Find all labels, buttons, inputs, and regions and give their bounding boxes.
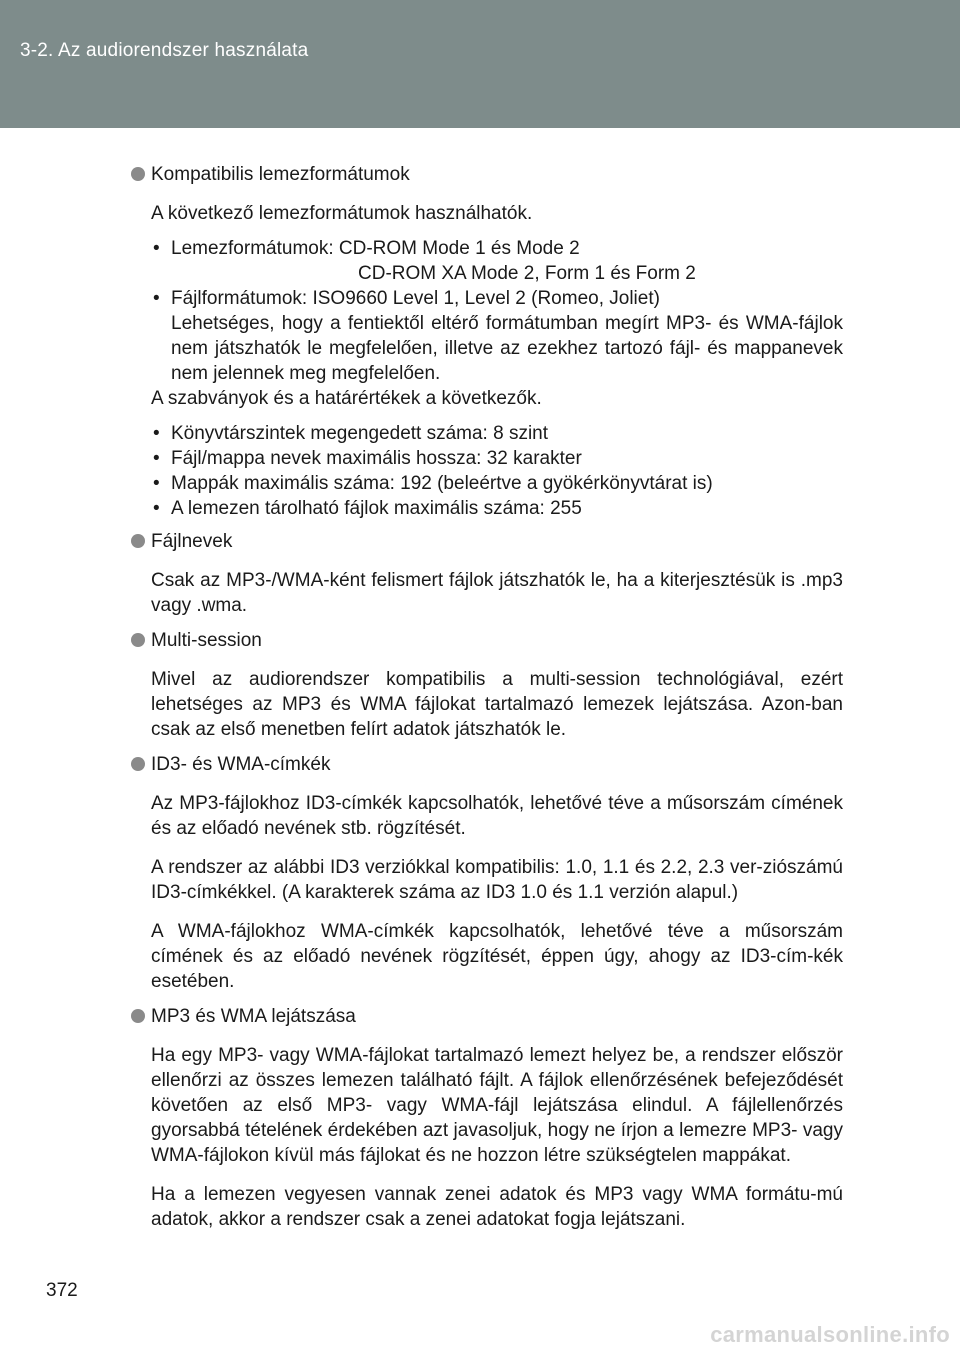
list-bullet: •: [153, 288, 160, 309]
list-bullet: •: [153, 473, 160, 494]
watermark: carmanualsonline.info: [710, 1322, 950, 1347]
list-item-text: Lemezformátumok: CD-ROM Mode 1 és Mode 2: [171, 238, 580, 259]
paragraph: Ha egy MP3- vagy WMA-fájlokat tartalmazó lemezt helyez be, a rendszer először ellenőrzi az összes lemezen található fájlt. A fájlok ellenőrzésének befejeződését követően az első MP3- vagy WMA-fájl lejátszása elindul. A fájlellenőrzés gyorsabbá tételének érdekében azt javasoljuk, hogy ne írjon a lemezre MP3- vagy WMA-fájlokon kívül más fájlokat és ne hozzon létre szükségtelen mappákat.: [151, 1045, 843, 1166]
section-title-multisession: [131, 628, 843, 653]
list-item-text: Fájl/mappa nevek maximális hossza: 32 karakter: [171, 448, 582, 469]
section-title-playback: [131, 1004, 843, 1029]
paragraph: A rendszer az alábbi ID3 verziókkal kompatibilis: 1.0, 1.1 és 2.2, 2.3 ver-ziószámú ID3-címkékkel. (A karakterek száma az ID3 1.0 és 1.1 verzión alapul.): [151, 857, 843, 903]
paragraph: Ha a lemezen vegyesen vannak zenei adatok és MP3 vagy WMA formátu-mú adatok, akkor a rendszer csak a zenei adatokat fogja lejátszani.: [151, 1184, 843, 1230]
page-number: 372: [46, 1280, 78, 1301]
section-heading: 3-2. Az audiorendszer használata: [20, 40, 309, 61]
header-bar: [0, 0, 960, 128]
paragraph: A WMA-fájlokhoz WMA-címkék kapcsolhatók, lehetővé téve a műsorszám címének és az előadó nevének rögzítését, éppen úgy, ahogy az ID3-cím-kék esetében.: [151, 921, 843, 992]
section-title-filenames: [131, 529, 843, 554]
limits-list: [131, 421, 843, 521]
list-item: [151, 471, 843, 496]
list-item-note-text: Lehetséges, hogy a fentiektől eltérő formátumban megírt MP3- és WMA-fájlok nem játszhatók le megfelelően, illetve az ezekhez tartozó fájl- és mappanevek nem jelennek meg megfelelően.: [171, 313, 843, 384]
list-item: [151, 446, 843, 471]
paragraph: Mivel az audiorendszer kompatibilis a multi-session technológiával, ezért lehetséges az MP3 és WMA fájlokat tartalmazó lemezek lejátszása. Azon-ban csak az első menetben felírt adatok játszhatók le.: [151, 669, 843, 740]
list-item: [151, 496, 843, 521]
list-item-text: Fájlformátumok: ISO9660 Level 1, Level 2 (Romeo, Joliet): [171, 288, 660, 309]
list-item: [151, 421, 843, 446]
list-item-text: Mappák maximális száma: 192 (beleértve a gyökérkönyvtárat is): [171, 473, 713, 494]
section-title-text: ID3- és WMA-címkék: [151, 754, 331, 775]
list-item: [151, 286, 843, 311]
bullet-circle-icon: [131, 757, 145, 771]
section-title-text: MP3 és WMA lejátszása: [151, 1006, 356, 1027]
list-item-text: A lemezen tárolható fájlok maximális száma: 255: [171, 498, 582, 519]
list-item-note: [151, 311, 843, 386]
list-item-continuation: CD-ROM XA Mode 2, Form 1 és Form 2: [358, 263, 696, 284]
bullet-circle-icon: [131, 1009, 145, 1023]
list-item-text: Könyvtárszintek megengedett száma: 8 szint: [171, 423, 549, 444]
paragraph: Csak az MP3-/WMA-ként felismert fájlok játszhatók le, ha a kiterjesztésük is .mp3 vagy .wma.: [151, 570, 843, 616]
section-title-tags: [131, 752, 843, 777]
bullet-circle-icon: [131, 167, 145, 181]
section-title-text: Multi-session: [151, 630, 262, 651]
list-bullet: •: [153, 423, 160, 444]
format-list: [131, 236, 843, 386]
paragraph: A következő lemezformátumok használhatók.: [151, 203, 533, 224]
section-title-text: Kompatibilis lemezformátumok: [151, 164, 410, 185]
bullet-circle-icon: [131, 534, 145, 548]
page-content: [131, 162, 843, 1232]
paragraph: Az MP3-fájlokhoz ID3-címkék kapcsolhatók, lehetővé téve a műsorszám címének és az előadó nevének stb. rögzítését.: [151, 793, 843, 839]
list-item: [151, 236, 843, 261]
section-title-text: Fájlnevek: [151, 531, 233, 552]
bullet-circle-icon: [131, 633, 145, 647]
list-bullet: •: [153, 498, 160, 519]
paragraph: A szabványok és a határértékek a következők.: [151, 388, 542, 409]
section-title-compatible-formats: [131, 162, 843, 187]
list-bullet: •: [153, 448, 160, 469]
list-bullet: •: [153, 238, 160, 259]
